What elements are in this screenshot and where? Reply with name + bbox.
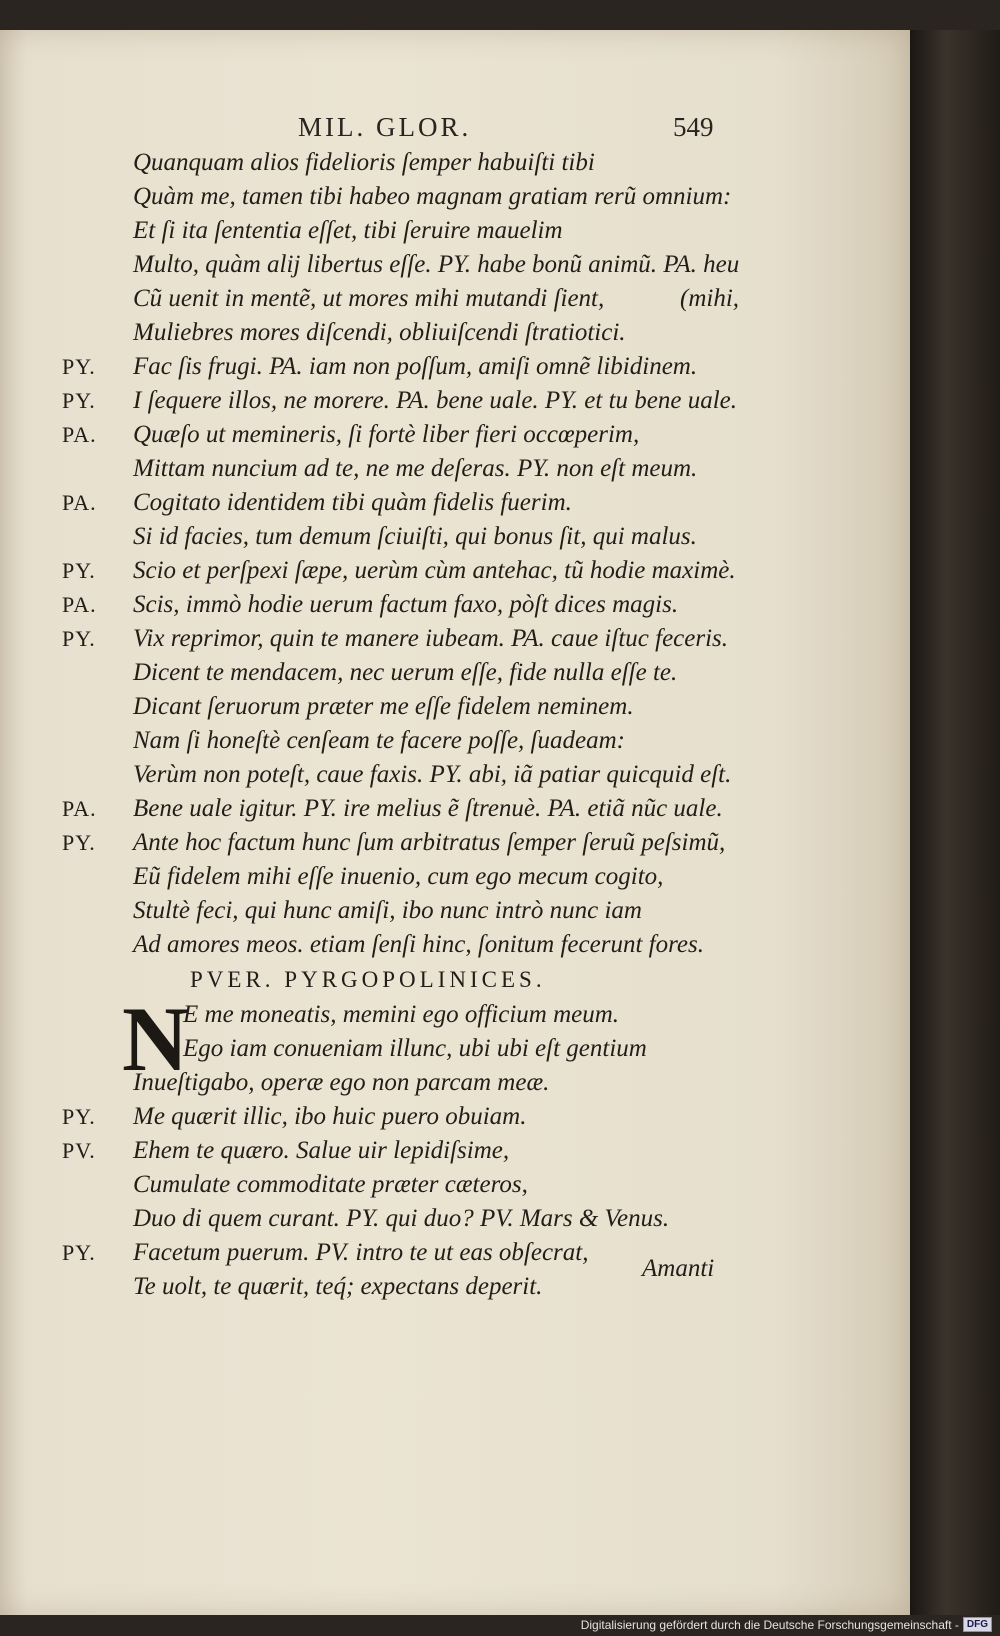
line-text: Scio et perſpexi ſæpe, uerùm cùm antehac, tũ hodie maximè.	[133, 557, 736, 584]
text-line	[0, 1202, 790, 1236]
text-line	[0, 724, 790, 758]
line-text: Ante hoc factum hunc ſum arbitratus ſemper ſeruũ peſsimũ,	[133, 829, 726, 856]
line-text: Ad amores meos. etiam ſenſi hinc, ſonitum fecerunt fores.	[133, 931, 704, 958]
text-line	[0, 214, 790, 248]
text-line	[0, 146, 790, 180]
line-text: Si id facies, tum demum ſciuiſti, qui bonus ſit, qui malus.	[133, 523, 697, 550]
text-line	[0, 1168, 790, 1202]
text-line	[0, 520, 790, 554]
line-text: Vix reprimor, quin te manere iubeam. PA. caue iſtuc feceris.	[133, 625, 729, 652]
text-line	[0, 928, 790, 962]
line-text: Scis, immò hodie uerum factum faxo, pòſt dices magis.	[133, 591, 679, 618]
text-line	[0, 656, 790, 690]
speaker-label: PA.	[62, 796, 97, 821]
drop-capital: N	[122, 988, 189, 1090]
line-text: Cogitato identidem tibi quàm fidelis fuerim.	[133, 489, 572, 516]
text-line	[0, 998, 790, 1032]
text-line	[0, 1100, 790, 1134]
line-text: Facetum puerum. PV. intro te ut eas obſecrat,	[133, 1239, 589, 1266]
line-text: Duo di quem curant. PY. qui duo? PV. Mars & Venus.	[133, 1205, 670, 1232]
line-text: Multo, quàm alij libertus eſſe. PY. habe bonũ animũ. PA. heu	[133, 251, 740, 278]
text-line	[0, 860, 790, 894]
speaker-label: PY.	[62, 558, 96, 583]
running-title: MIL. GLOR.	[298, 112, 472, 142]
text-line	[0, 554, 790, 588]
speaker-label: PA.	[62, 490, 97, 515]
line-text: Ehem te quæro. Salue uir lepidiſsime,	[133, 1137, 510, 1164]
line-text: Nam ſi honeſtè cenſeam te facere poſſe, ſuadeam:	[133, 727, 625, 754]
text-line	[0, 316, 790, 350]
catchword: Amanti	[642, 1255, 715, 1282]
line-text: Fac ſis frugi. PA. iam non poſſum, amiſi omnẽ libidinem.	[133, 353, 698, 380]
text-line	[0, 486, 790, 520]
text-line	[0, 384, 790, 418]
speaker-label: PA.	[62, 592, 97, 617]
dfg-logo: DFG	[963, 1617, 992, 1632]
line-text: I ſequere illos, ne morere. PA. bene uale. PY. et tu bene uale.	[133, 387, 738, 414]
text-line	[0, 588, 790, 622]
line-text: Et ſi ita ſententia eſſet, tibi ſeruire mauelim	[133, 217, 563, 244]
line-text: Dicent te mendacem, nec uerum eſſe, fide nulla eſſe te.	[133, 659, 678, 686]
line-text: Me quærit illic, ibo huic puero obuiam.	[133, 1103, 527, 1130]
text-line	[0, 894, 790, 928]
speaker-label: PY.	[62, 1104, 96, 1129]
line-text: Inueſtigabo, operæ ego non parcam meæ.	[133, 1069, 550, 1096]
text-line	[0, 350, 790, 384]
line-text: Verùm non poteſt, caue faxis. PY. abi, iã patiar quicquid eſt.	[133, 761, 732, 788]
speaker-label: PY.	[62, 354, 96, 379]
text-line	[0, 622, 790, 656]
speaker-label: PY.	[62, 626, 96, 651]
text-line	[0, 248, 790, 282]
line-text: Eũ fidelem mihi eſſe inuenio, cum ego mecum cogito,	[133, 863, 664, 890]
speaker-label: PV.	[62, 1138, 96, 1163]
speaker-label: PY.	[62, 1240, 96, 1265]
text-line	[0, 1032, 790, 1066]
text-block	[0, 146, 790, 1304]
speaker-label: PA.	[62, 422, 97, 447]
text-line	[0, 452, 790, 486]
line-text: Cumulate commoditate præter cæteros,	[133, 1171, 528, 1198]
line-text: Muliebres mores diſcendi, obliuiſcendi ſtratiotici.	[133, 319, 626, 346]
text-line	[0, 282, 790, 316]
text-line	[0, 758, 790, 792]
text-line	[0, 1134, 790, 1168]
line-text: Mittam nuncium ad te, ne me deſeras. PY. non eſt meum.	[133, 455, 698, 482]
text-line	[0, 826, 790, 860]
footer-text: Digitalisierung gefördert durch die Deutsche Forschungsgemeinschaft -	[580, 1617, 959, 1632]
line-text: Bene uale igitur. PY. ire melius ẽ ſtrenuè. PA. etiã nũc uale.	[133, 795, 723, 822]
text-line	[0, 1066, 790, 1100]
page-number: 549	[673, 112, 714, 142]
digitization-footer	[581, 1617, 992, 1632]
speaker-label: PY.	[62, 830, 96, 855]
book-spine	[910, 30, 1000, 1615]
text-line	[0, 180, 790, 214]
line-text: Ego iam conueniam illunc, ubi ubi eſt gentium	[183, 1035, 647, 1062]
line-text: Cũ uenit in mentẽ, ut mores mihi mutandi ſient,	[133, 285, 605, 312]
text-line	[0, 792, 790, 826]
text-line	[0, 690, 790, 724]
line-text: Te uolt, te quærit, teq́; expectans deperit.	[133, 1273, 543, 1300]
line-text: Quæſo ut memineris, ſi fortè liber fieri occœperim,	[133, 421, 640, 448]
line-text: Quanquam alios fidelioris ſemper habuiſti tibi	[133, 149, 595, 176]
line-text: Quàm me, tamen tibi habeo magnam gratiam rerũ omnium:	[133, 183, 732, 210]
text-line	[0, 418, 790, 452]
line-text: Dicant ſeruorum præter me eſſe fidelem neminem.	[133, 693, 634, 720]
line-text: Stultè feci, qui hunc amiſi, ibo nunc intrò nunc iam	[133, 897, 642, 924]
speaker-label: PY.	[62, 388, 96, 413]
turnover-text: (mihi,	[680, 285, 740, 312]
scene-heading: PVER. PYRGOPOLINICES.	[190, 967, 546, 992]
line-text: E me moneatis, memini ego officium meum.	[183, 1001, 620, 1028]
